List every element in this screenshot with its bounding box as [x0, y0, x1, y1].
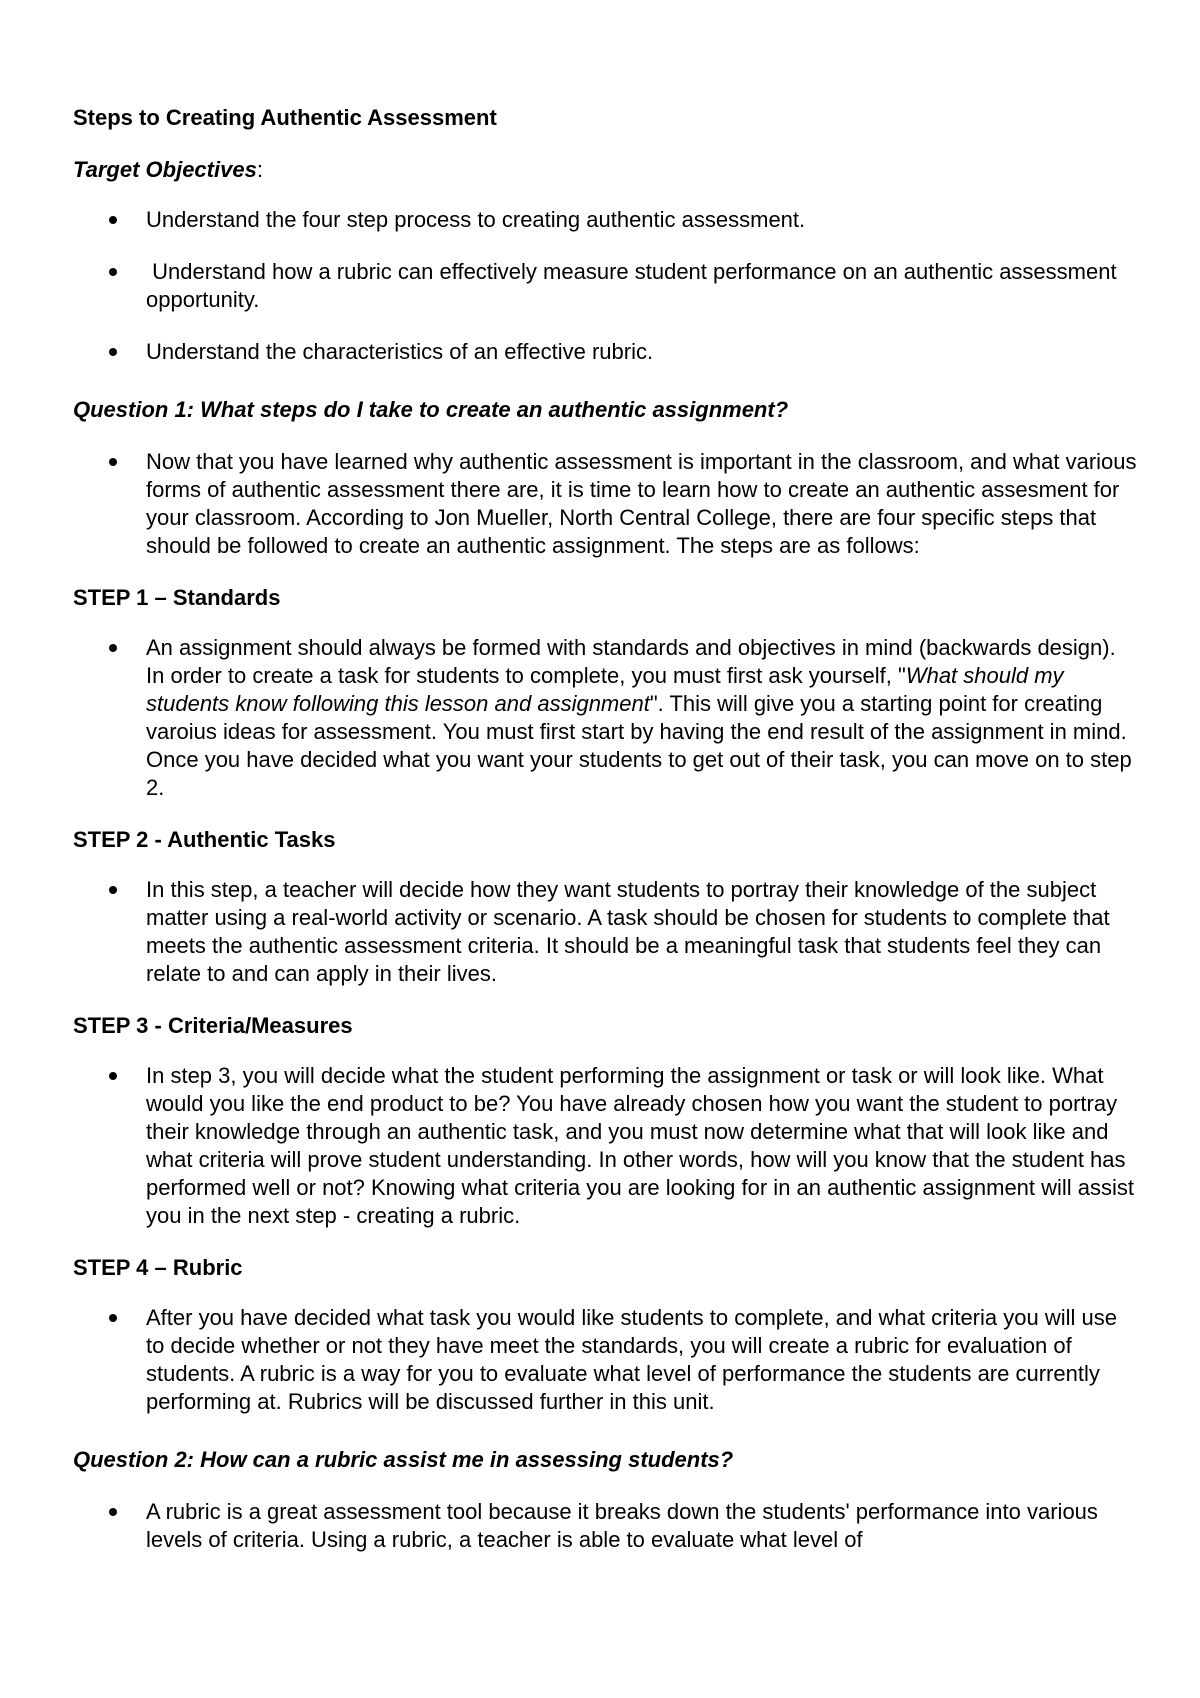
list-item-text: Now that you have learned why authentic assessment is important in the classroom, and what various forms of authentic assessment there are, it is time to learn how to create an authentic assesment for your classroom. According to Jon Mueller, North Central College, there are four specific steps that should be followed to create an authentic assignment. The steps are as follows: [146, 449, 1137, 558]
bullet-icon [109, 216, 117, 224]
list-item [73, 1062, 1140, 1230]
step-2-list [73, 876, 1140, 988]
step-1-heading: STEP 1 – Standards [73, 585, 281, 610]
target-objectives-heading [73, 156, 1140, 184]
bullet-icon [109, 886, 117, 894]
question-1-heading: Question 1: What steps do I take to create an authentic assignment? [73, 397, 789, 422]
list-item-text: In step 3, you will decide what the student performing the assignment or task or will look like. What would you like the end product to be? You have already chosen how you want the student to portray their knowledge through an authentic task, and you must now determine what that will look like and what criteria will prove student understanding. In other words, how will you know that the student has performed well or not? Knowing what criteria you are looking for in an authentic assignment will assist you in the next step - creating a rubric. [146, 1063, 1135, 1228]
list-item-text-end: ". This will give you a starting point for creating varoius ideas for assessment. You must first start by having the end result of the assignment in mind. Once you have decided what you want your students to get out of their task, you can move on to step 2. [146, 691, 1132, 800]
bullet-icon [109, 268, 117, 276]
list-item-text: In this step, a teacher will decide how they want students to portray their knowledge of the subject matter using a real-world activity or scenario. A task should be chosen for students to complete that meets the authentic assessment criteria. It should be a meaningful task that students feel they can relate to and can apply in their lives. [146, 877, 1110, 986]
bullet-icon [109, 1072, 117, 1080]
step-3-list [73, 1062, 1140, 1230]
list-item [73, 206, 1140, 234]
target-objectives-list [73, 206, 1140, 366]
list-item [73, 1304, 1140, 1416]
bullet-icon [109, 348, 117, 356]
list-item-text-italic: What should my students know following this lesson and assignment [146, 663, 1064, 716]
target-objectives-colon: : [256, 157, 263, 182]
step-2-heading: STEP 2 - Authentic Tasks [73, 827, 336, 852]
question-1-list [73, 448, 1140, 560]
list-item-text: Understand how a rubric can effectively measure student performance on an authentic assessment opportunity. [146, 259, 1123, 312]
list-item-text: Understand the four step process to creating authentic assessment. [146, 207, 806, 232]
question-2-heading: Question 2: How can a rubric assist me in assessing students? [73, 1447, 734, 1472]
list-item-text: After you have decided what task you would like students to complete, and what criteria you will use to decide whether or not they have meet the standards, you will create a rubric for evaluation of students. A rubric is a way for you to evaluate what level of performance the students are currently performing at. Rubrics will be discussed further in this unit. [146, 1305, 1117, 1414]
step-1-list [73, 634, 1140, 802]
bullet-icon [109, 1314, 117, 1322]
list-item [73, 448, 1140, 560]
step-4-list [73, 1304, 1140, 1416]
list-item-text-start: An assignment should always be formed with standards and objectives in mind (backwards design). In order to create a task for students to complete, you must first ask yourself, " [146, 635, 1116, 688]
list-item [73, 1498, 1140, 1554]
list-item-text: A rubric is a great assessment tool because it breaks down the students' performance into various levels of criteria. Using a rubric, a teacher is able to evaluate what level of [146, 1499, 1098, 1552]
list-item-text: Understand the characteristics of an effective rubric. [146, 339, 654, 364]
list-item [73, 876, 1140, 988]
list-item [73, 634, 1140, 802]
target-objectives-label: Target Objectives [73, 157, 257, 182]
step-3-heading: STEP 3 - Criteria/Measures [73, 1013, 353, 1038]
page-title: Steps to Creating Authentic Assessment [73, 105, 497, 130]
bullet-icon [109, 1508, 117, 1516]
bullet-icon [109, 458, 117, 466]
step-4-heading: STEP 4 – Rubric [73, 1255, 243, 1280]
question-2-list [73, 1498, 1140, 1554]
list-item [73, 338, 1140, 366]
bullet-icon [109, 644, 117, 652]
list-item [73, 258, 1140, 314]
